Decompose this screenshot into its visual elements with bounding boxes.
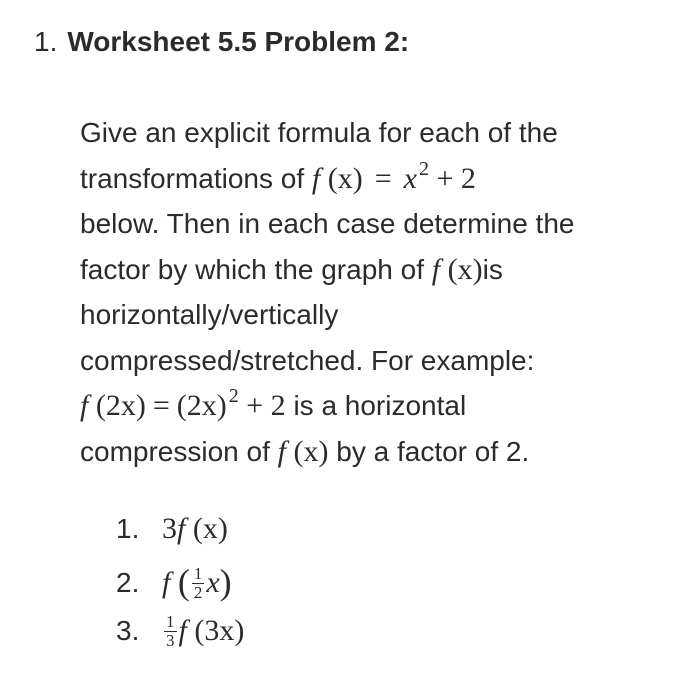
statement-line <box>80 383 690 429</box>
statement-text: is a horizontal <box>293 390 467 421</box>
problem-heading <box>34 22 409 62</box>
list-item <box>116 558 244 609</box>
constant-term: + 2 <box>436 161 476 195</box>
function-symbol: f <box>277 434 286 468</box>
fraction-numerator: 1 <box>193 563 203 583</box>
statement-line <box>80 201 690 247</box>
statement-text: compressed/stretched. For example: <box>80 344 535 376</box>
function-argument: (3x) <box>194 614 245 647</box>
statement-line <box>80 429 690 475</box>
function-symbol: f <box>162 566 171 599</box>
transformation-list <box>116 507 244 660</box>
variable: x <box>403 161 417 195</box>
function-argument: (x) <box>327 161 363 195</box>
function-symbol: f <box>431 252 441 286</box>
statement-text: compression of <box>80 435 270 467</box>
function-argument: (x) <box>447 252 483 286</box>
statement-text: transformations of <box>80 162 305 194</box>
transformation-expression <box>162 562 232 602</box>
fraction <box>192 563 205 602</box>
close-paren: ) <box>219 562 232 602</box>
constant-term: + 2 <box>246 389 286 422</box>
open-paren: ( <box>177 562 190 602</box>
list-item <box>116 609 244 660</box>
statement-text: factor by which the graph of <box>80 253 424 285</box>
statement-text: by a factor of 2. <box>336 435 530 467</box>
transformation-expression <box>162 611 245 650</box>
fraction-denominator: 2 <box>193 582 203 602</box>
fraction <box>164 611 177 650</box>
problem-number: 1. <box>34 26 58 57</box>
base-expression: (2x) <box>176 389 227 422</box>
statement-text: below. Then in each case determine the <box>80 208 575 239</box>
example-equation <box>80 385 286 422</box>
function-symbol: f <box>178 614 187 647</box>
statement-line <box>80 292 690 338</box>
function-definition <box>311 157 476 195</box>
statement-text: is <box>482 253 503 285</box>
coefficient: 3 <box>162 512 177 545</box>
list-item-number: 1. <box>116 513 140 544</box>
transformation-expression <box>162 512 228 545</box>
statement-line <box>80 110 690 156</box>
function-argument: (x) <box>192 512 228 545</box>
list-item-number: 2. <box>116 567 140 598</box>
function-symbol: f <box>177 512 186 545</box>
equals-sign: = <box>152 389 170 422</box>
function-reference <box>432 253 483 286</box>
function-argument: (2x) <box>95 389 146 422</box>
variable: x <box>206 566 220 599</box>
list-item-number: 3. <box>116 615 140 646</box>
exponent: 2 <box>228 385 239 407</box>
fraction-denominator: 3 <box>166 630 175 650</box>
exponent: 2 <box>418 157 429 180</box>
statement-line <box>80 338 690 384</box>
function-symbol: f <box>311 161 321 195</box>
statement-line <box>80 156 690 202</box>
equals-sign: = <box>374 161 392 195</box>
list-item <box>116 507 244 558</box>
function-reference <box>278 435 329 468</box>
statement-text: horizontally/vertically <box>80 299 339 330</box>
statement-line <box>80 247 690 293</box>
problem-title: Worksheet 5.5 Problem 2: <box>67 26 410 57</box>
statement-text: Give an explicit formula for each of the <box>80 117 558 148</box>
problem-statement <box>80 110 690 474</box>
fraction-numerator: 1 <box>166 611 175 631</box>
function-argument: (x) <box>293 434 329 468</box>
function-symbol: f <box>80 389 89 422</box>
